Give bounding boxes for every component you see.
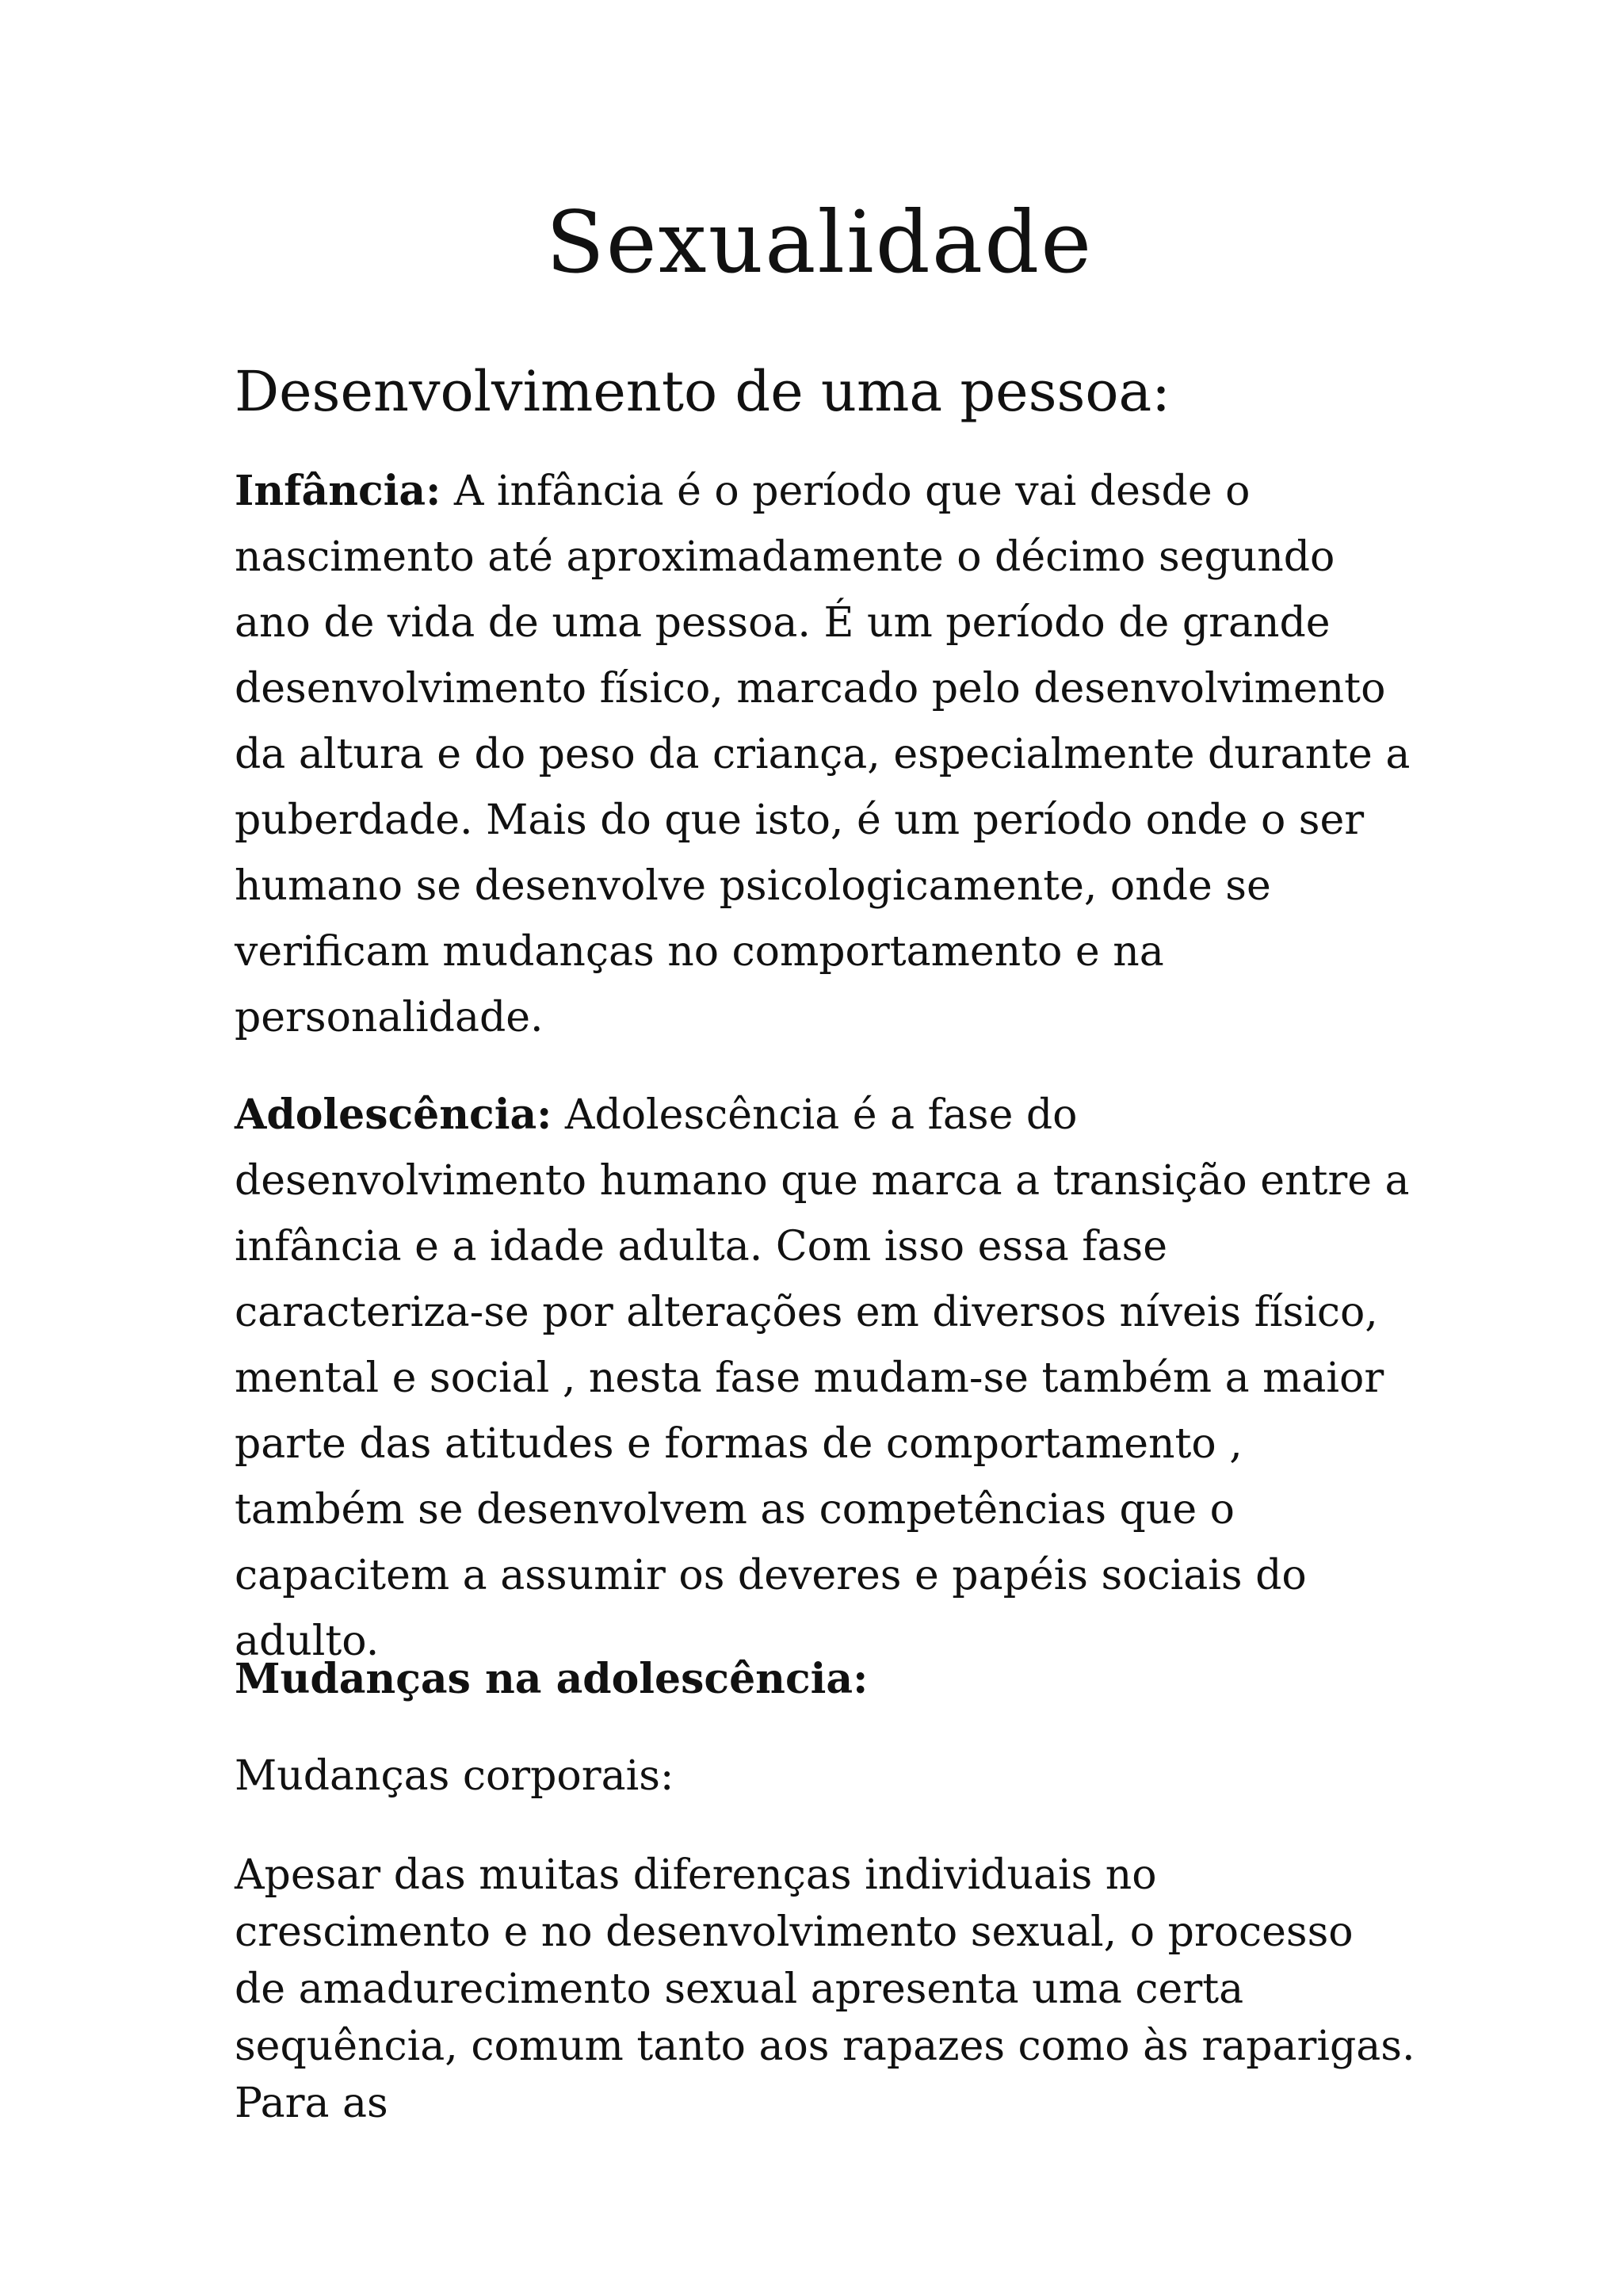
paragraph-infancia <box>235 458 1415 1051</box>
section-heading: Desenvolvimento de uma pessoa: <box>235 359 1170 424</box>
paragraph-infancia-text: A infância é o período que vai desde o nascimento até aproximadamente o décimo segundo ano de vida de uma pessoa. É um período de grande desenvolvimento físico, marcado pelo desenvolvimento da altura e do peso da criança, especialmente durante a puberdade. Mais do que isto, é um período onde o ser humano se desenvolve psicologicamente, onde se verificam mudanças no comportamento e na personalidade. <box>235 468 1411 1041</box>
label-mudancas-corporais: Mudanças corporais: <box>235 1752 674 1800</box>
page-title: Sexualidade <box>545 193 1094 292</box>
term-adolescencia: Adolescência: <box>235 1091 552 1139</box>
subheading-mudancas: Mudanças na adolescência: <box>235 1655 869 1703</box>
paragraph-adolescencia <box>235 1082 1415 1675</box>
term-infancia: Infância: <box>235 467 441 515</box>
paragraph-adolescencia-text: Adolescência é a fase do desenvolvimento humano que marca a transição entre a infância e a idade adulta. Com isso essa fase caracteriza-se por alterações em diversos níveis físico, mental e social , nesta fase mudam-se também a maior parte das atitudes e formas de comportamento , também se desenvolvem as competências que o capacitem a assumir os deveres e papéis sociais do adulto. <box>235 1091 1410 1665</box>
paragraph-apesar: Apesar das muitas diferenças individuais no crescimento e no desenvolvimento sexual, o processo de amadurecimento sexual apresenta uma certa sequência, comum tanto aos rapazes como às raparigas. Para as <box>235 1851 1415 2127</box>
